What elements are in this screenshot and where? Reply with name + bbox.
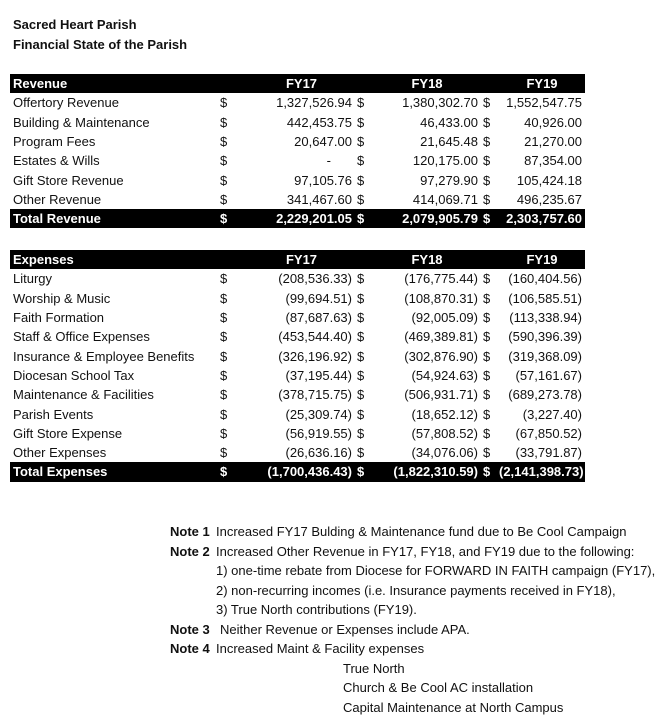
row-label: Staff & Office Expenses (13, 329, 150, 345)
currency-symbol: $ (483, 191, 491, 207)
amount-cell: (108,870.31) (404, 290, 478, 306)
currency-symbol: $ (220, 290, 228, 306)
amount-cell: (590,396.39) (508, 329, 582, 345)
currency-symbol: $ (357, 406, 365, 422)
total-amount: (1,822,310.59) (373, 462, 481, 481)
row-label: Estates & Wills (13, 153, 100, 169)
amount-cell: 1,552,547.75 (506, 95, 582, 111)
expenses-row (10, 366, 585, 385)
year-header: FY17 (248, 74, 355, 93)
note-key: Note 3 (170, 621, 210, 637)
currency-symbol: $ (357, 153, 365, 169)
note-key: Note 4 (170, 641, 210, 656)
year-header: FY19 (499, 74, 585, 93)
expenses-row (10, 308, 585, 327)
row-label: Program Fees (13, 134, 96, 150)
currency-symbol: $ (220, 172, 228, 188)
amount-cell: 1,327,526.94 (276, 95, 352, 111)
revenue-row (10, 190, 585, 209)
note-subitem: 3) True North contributions (FY19). (216, 602, 417, 617)
currency-symbol: $ (357, 290, 365, 306)
total-amount: (2,141,398.73) (499, 462, 585, 481)
currency-symbol: $ (220, 310, 228, 326)
currency-symbol: $ (357, 114, 365, 130)
note-text: Increased Other Revenue in FY17, FY18, and FY19 due to the following: (216, 543, 635, 559)
notes-section (170, 522, 655, 717)
amount-cell: (54,924.63) (411, 367, 478, 383)
expenses-total-row (10, 462, 585, 481)
amount-cell: 105,424.18 (516, 172, 582, 188)
expenses-table (10, 250, 585, 482)
org-name: Sacred Heart Parish (13, 17, 137, 32)
row-label: Faith Formation (13, 310, 105, 326)
year-header: FY18 (373, 250, 481, 269)
amount-cell: (160,404.56) (508, 271, 582, 287)
spacer (481, 250, 499, 269)
amount-cell: - (326, 153, 331, 169)
currency-symbol: $ (483, 114, 491, 130)
row-label: Insurance & Employee Benefits (13, 348, 195, 364)
spacer (218, 74, 248, 93)
currency-symbol: $ (483, 387, 491, 403)
amount-cell: (106,585.51) (508, 290, 582, 306)
currency-symbol: $ (357, 310, 365, 326)
currency-symbol: $ (357, 387, 365, 403)
revenue-row (10, 132, 585, 151)
currency-symbol: $ (483, 367, 491, 383)
currency-symbol: $ (357, 95, 365, 111)
row-label: Gift Store Revenue (13, 172, 124, 188)
amount-cell: (3,227.40) (522, 406, 582, 422)
expenses-row (10, 346, 585, 365)
currency-symbol: $ (220, 406, 228, 422)
currency-symbol: $ (483, 329, 491, 345)
expenses-section-label: Expenses (10, 250, 218, 269)
amount-cell: (453,544.40) (278, 329, 352, 345)
amount-cell: (506,931.71) (404, 387, 478, 403)
expenses-row (10, 443, 585, 462)
amount-cell: (326,196.92) (278, 348, 352, 364)
amount-cell: (18,652.12) (411, 406, 478, 422)
currency-symbol: $ (483, 406, 491, 422)
note-text: Increased Maint & Facility expenses (216, 641, 425, 656)
note-key: Note 1 (170, 524, 210, 539)
revenue-row (10, 93, 585, 112)
expenses-row (10, 289, 585, 308)
revenue-row (10, 170, 585, 189)
expenses-row (10, 269, 585, 288)
amount-cell: (302,876.90) (404, 348, 478, 364)
amount-cell: (57,808.52) (411, 425, 478, 441)
currency-symbol: $ (220, 387, 228, 403)
currency-symbol: $ (483, 172, 491, 188)
amount-cell: (208,536.33) (278, 271, 352, 287)
currency-symbol: $ (357, 172, 365, 188)
amount-cell: (87,687.63) (285, 310, 352, 326)
row-label: Other Revenue (13, 191, 102, 207)
total-amount: 2,229,201.05 (248, 209, 355, 228)
currency-symbol: $ (483, 134, 491, 150)
note-item (170, 542, 655, 562)
total-amount: 2,079,905.79 (373, 209, 481, 228)
amount-cell: (33,791.87) (515, 445, 582, 461)
note-subitem: Church & Be Cool AC installation (343, 680, 534, 695)
amount-cell: 46,433.00 (420, 114, 478, 130)
row-label: Gift Store Expense (13, 425, 123, 441)
currency-symbol: $ (483, 95, 491, 111)
currency-symbol: $ (357, 134, 365, 150)
amount-cell: (319,368.09) (508, 348, 582, 364)
total-label: Total Revenue (10, 209, 218, 228)
currency-symbol: $ (483, 153, 491, 169)
expenses-row (10, 404, 585, 423)
amount-cell: 1,380,302.70 (402, 95, 478, 111)
currency-symbol: $ (357, 271, 365, 287)
amount-cell: 97,105.76 (294, 172, 352, 188)
currency-symbol: $ (355, 462, 373, 481)
amount-cell: (113,338.94) (509, 310, 582, 326)
amount-cell: (34,076.06) (411, 445, 478, 461)
revenue-section-label: Revenue (10, 74, 218, 93)
currency-symbol: $ (220, 348, 228, 364)
note-subitem: Capital Maintenance at North Campus (343, 699, 564, 715)
spacer (355, 250, 373, 269)
amount-cell: (469,389.81) (404, 329, 478, 345)
spacer (481, 74, 499, 93)
currency-symbol: $ (483, 445, 491, 461)
amount-cell: (56,919.55) (285, 425, 352, 441)
currency-symbol: $ (220, 271, 228, 287)
amount-cell: 120,175.00 (412, 153, 478, 169)
amount-cell: (37,195.44) (285, 367, 352, 383)
year-header: FY18 (373, 74, 481, 93)
currency-symbol: $ (357, 445, 365, 461)
total-amount: 2,303,757.60 (499, 209, 585, 228)
revenue-total-row (10, 209, 585, 228)
amount-cell: (25,309.74) (285, 406, 352, 422)
report-title: Financial State of the Parish (13, 37, 188, 52)
row-label: Diocesan School Tax (13, 367, 135, 383)
currency-symbol: $ (481, 462, 499, 481)
revenue-row (10, 151, 585, 170)
currency-symbol: $ (483, 425, 491, 441)
note-key: Note 2 (170, 543, 210, 559)
revenue-row (10, 113, 585, 132)
note-subitem: 2) non-recurring incomes (i.e. Insurance payments received in FY18), (216, 582, 616, 598)
currency-symbol: $ (220, 134, 228, 150)
currency-symbol: $ (220, 191, 228, 207)
amount-cell: 20,647.00 (294, 134, 352, 150)
amount-cell: 414,069.71 (412, 191, 478, 207)
amount-cell: 496,235.67 (516, 191, 582, 207)
amount-cell: 442,453.75 (286, 114, 352, 130)
currency-symbol: $ (220, 95, 228, 111)
amount-cell: (26,636.16) (285, 445, 352, 461)
note-subitem: True North (343, 660, 405, 676)
amount-cell: (176,775.44) (404, 271, 478, 287)
currency-symbol: $ (481, 209, 499, 228)
currency-symbol: $ (218, 209, 248, 228)
total-label: Total Expenses (10, 462, 218, 481)
expenses-header-row (10, 250, 585, 269)
currency-symbol: $ (357, 348, 365, 364)
currency-symbol: $ (355, 209, 373, 228)
row-label: Parish Events (13, 406, 94, 422)
amount-cell: (92,005.09) (411, 310, 478, 326)
currency-symbol: $ (220, 153, 228, 169)
expenses-row (10, 424, 585, 443)
currency-symbol: $ (220, 425, 228, 441)
expenses-row (10, 327, 585, 346)
currency-symbol: $ (483, 290, 491, 306)
currency-symbol: $ (220, 367, 228, 383)
year-header: FY19 (499, 250, 585, 269)
amount-cell: (378,715.75) (278, 387, 352, 403)
note-item (170, 639, 655, 659)
currency-symbol: $ (357, 367, 365, 383)
revenue-table (10, 74, 585, 228)
currency-symbol: $ (357, 191, 365, 207)
total-amount: (1,700,436.43) (248, 462, 355, 481)
currency-symbol: $ (220, 445, 228, 461)
spacer (355, 74, 373, 93)
row-label: Liturgy (13, 271, 53, 287)
amount-cell: (67,850.52) (515, 425, 582, 441)
amount-cell: 87,354.00 (524, 153, 582, 169)
note-item (170, 522, 655, 542)
amount-cell: (99,694.51) (285, 290, 352, 306)
amount-cell: 21,270.00 (524, 134, 582, 150)
row-label: Offertory Revenue (13, 95, 119, 111)
currency-symbol: $ (220, 114, 228, 130)
currency-symbol: $ (357, 329, 365, 345)
currency-symbol: $ (483, 310, 491, 326)
currency-symbol: $ (220, 329, 228, 345)
note-item (170, 620, 655, 640)
year-header: FY17 (248, 250, 355, 269)
row-label: Maintenance & Facilities (13, 387, 154, 403)
amount-cell: (57,161.67) (515, 367, 582, 383)
amount-cell: 21,645.48 (420, 134, 478, 150)
spacer (218, 250, 248, 269)
note-text: Increased FY17 Bulding & Maintenance fund due to Be Cool Campaign (216, 524, 627, 539)
currency-symbol: $ (357, 425, 365, 441)
amount-cell: 97,279.90 (420, 172, 478, 188)
amount-cell: 341,467.60 (286, 191, 352, 207)
row-label: Building & Maintenance (13, 114, 150, 130)
revenue-header-row (10, 74, 585, 93)
currency-symbol: $ (218, 462, 248, 481)
note-text: Neither Revenue or Expenses include APA. (220, 621, 470, 637)
row-label: Other Expenses (13, 445, 107, 461)
currency-symbol: $ (483, 348, 491, 364)
note-subitem: 1) one-time rebate from Diocese for FORWARD IN FAITH campaign (FY17), (216, 563, 656, 578)
amount-cell: (689,273.78) (508, 387, 582, 403)
row-label: Worship & Music (13, 290, 111, 306)
amount-cell: 40,926.00 (524, 114, 582, 130)
currency-symbol: $ (483, 271, 491, 287)
expenses-row (10, 385, 585, 404)
